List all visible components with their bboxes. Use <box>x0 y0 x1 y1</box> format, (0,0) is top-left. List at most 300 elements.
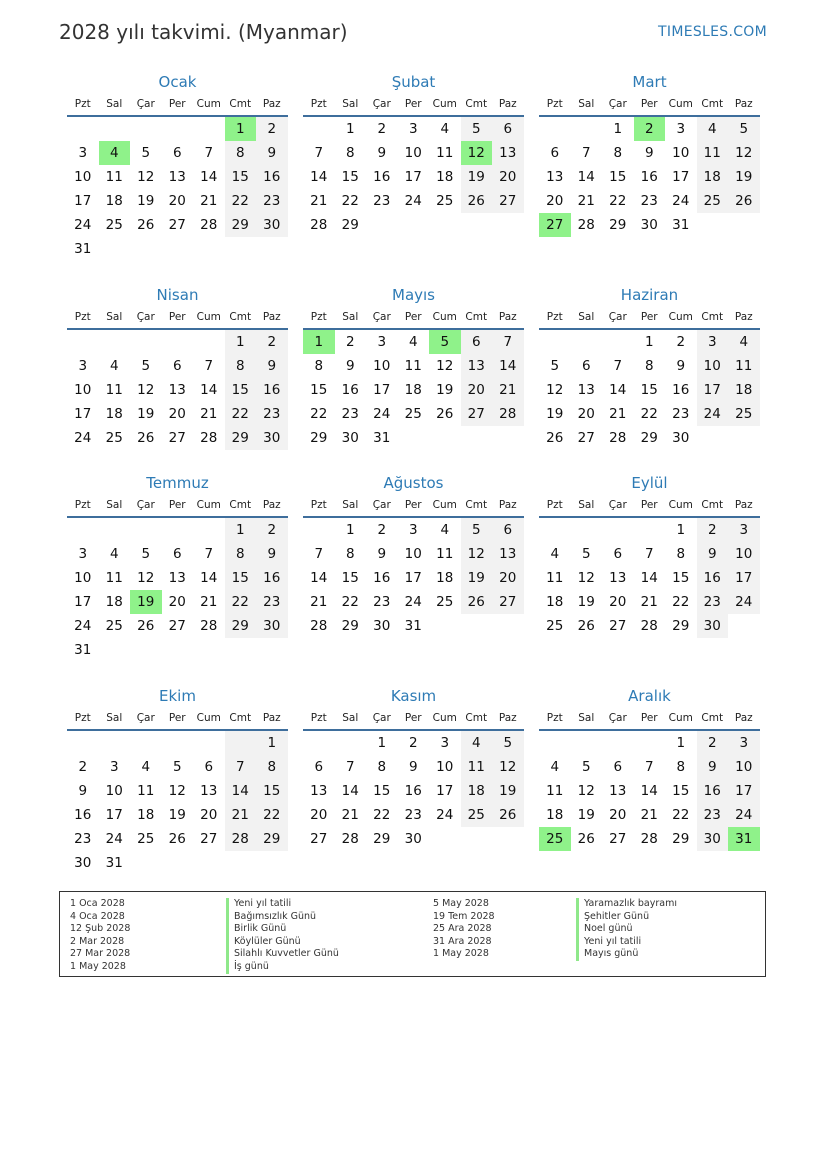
day-cell: 13 <box>492 141 524 165</box>
weekday-label: Per <box>404 311 422 323</box>
day-cell: 8 <box>644 358 654 374</box>
weekday-label: Paz <box>498 311 517 323</box>
weekday-header <box>303 93 524 117</box>
weekday-label: Çar <box>136 311 155 323</box>
day-cell: 4 <box>109 358 119 374</box>
day-cell: 18 <box>436 570 454 586</box>
day-cell: 23 <box>640 193 658 209</box>
day-cell: 1 <box>676 735 686 751</box>
weekday-label: Cum <box>196 712 221 724</box>
weekday-label: Sal <box>342 311 359 323</box>
day-cell: 14 <box>200 570 218 586</box>
day-cell: 3 <box>408 522 418 538</box>
weekday-label: Pzt <box>546 712 563 724</box>
weekday-label: Pzt <box>74 712 91 724</box>
day-cell: 18 <box>461 779 493 803</box>
day-cell: 3 <box>377 334 387 350</box>
day-cell: 28 <box>640 831 658 847</box>
holiday-legend <box>59 891 766 977</box>
day-cell: 18 <box>546 594 564 610</box>
month-name: Mayıs <box>392 286 435 304</box>
day-cell: 5 <box>581 759 591 775</box>
day-cell: 2 <box>408 735 418 751</box>
day-cell: 6 <box>204 759 214 775</box>
legend-date: 1 Oca 2028 <box>70 898 125 909</box>
day-cell: 30 <box>256 614 288 638</box>
day-cell: 5 <box>461 117 493 141</box>
day-cell: 27 <box>461 402 493 426</box>
day-cell: 6 <box>314 759 324 775</box>
day-cell: 17 <box>728 566 760 590</box>
day-cell: 19 <box>461 165 493 189</box>
month-name: Eylül <box>631 474 668 492</box>
day-cell: 8 <box>345 546 355 562</box>
day-cell: 16 <box>256 165 288 189</box>
weekday-label: Cum <box>668 499 693 511</box>
day-cell: 4 <box>141 759 151 775</box>
day-cell: 12 <box>137 570 155 586</box>
day-cell: 21 <box>225 803 257 827</box>
day-cell: 20 <box>492 566 524 590</box>
legend-holiday-name: Silahlı Kuvvetler Günü <box>226 948 339 961</box>
day-cell: 19 <box>168 807 186 823</box>
weekday-label: Sal <box>106 311 123 323</box>
weekday-label: Cmt <box>465 311 488 323</box>
day-cell: 24 <box>672 193 690 209</box>
day-cell: 27 <box>609 618 627 634</box>
weekday-label: Paz <box>498 712 517 724</box>
day-cell: 4 <box>550 546 560 562</box>
weekday-header <box>303 707 524 731</box>
empty-cell <box>99 117 131 141</box>
empty-cell <box>162 518 194 542</box>
weekday-header <box>539 93 760 117</box>
weekday-label: Paz <box>734 98 753 110</box>
day-cell: 5 <box>172 759 182 775</box>
day-cell: 7 <box>204 358 214 374</box>
day-grid <box>539 731 760 851</box>
day-cell: 15 <box>341 169 359 185</box>
day-cell: 9 <box>256 354 288 378</box>
weekday-label: Cmt <box>229 311 252 323</box>
empty-cell <box>602 731 634 755</box>
day-cell: 28 <box>310 217 328 233</box>
day-cell: 26 <box>577 831 595 847</box>
day-cell: 8 <box>613 145 623 161</box>
day-cell: 25 <box>436 193 454 209</box>
day-cell: 17 <box>74 594 92 610</box>
day-cell: 22 <box>373 807 391 823</box>
month-name: Kasım <box>390 687 437 705</box>
weekday-label: Pzt <box>546 98 563 110</box>
day-cell: 14 <box>310 169 328 185</box>
day-cell: 5 <box>461 518 493 542</box>
day-cell: 3 <box>440 735 450 751</box>
day-cell: 3 <box>78 546 88 562</box>
day-cell: 15 <box>225 165 257 189</box>
weekday-header <box>303 306 524 330</box>
day-cell: 30 <box>256 213 288 237</box>
day-cell: 25 <box>105 217 123 233</box>
day-cell: 20 <box>168 406 186 422</box>
weekday-label: Pzt <box>74 98 91 110</box>
weekday-header <box>539 306 760 330</box>
day-cell: 13 <box>168 169 186 185</box>
day-cell: 9 <box>676 358 686 374</box>
weekday-header <box>539 494 760 518</box>
weekday-label: Sal <box>342 712 359 724</box>
legend-holiday-name: Yeni yıl tatili <box>576 936 677 949</box>
weekday-label: Per <box>640 311 658 323</box>
day-cell: 31 <box>404 618 422 634</box>
weekday-label: Per <box>404 712 422 724</box>
day-cell: 24 <box>404 594 422 610</box>
day-cell: 11 <box>105 570 123 586</box>
day-cell: 19 <box>546 406 564 422</box>
day-cell: 19 <box>577 807 595 823</box>
day-cell: 7 <box>492 330 524 354</box>
month-name: Mart <box>632 73 667 91</box>
weekday-label: Cmt <box>229 98 252 110</box>
day-cell: 14 <box>200 382 218 398</box>
month-name: Şubat <box>391 73 436 91</box>
weekday-label: Çar <box>372 499 391 511</box>
weekday-label: Cum <box>432 311 457 323</box>
day-cell: 10 <box>728 542 760 566</box>
day-cell: 1 <box>225 117 257 141</box>
day-cell: 23 <box>256 402 288 426</box>
day-cell: 22 <box>225 590 257 614</box>
day-cell: 1 <box>613 121 623 137</box>
day-cell: 3 <box>408 121 418 137</box>
day-cell: 20 <box>609 807 627 823</box>
day-cell: 10 <box>436 759 454 775</box>
day-cell: 25 <box>461 803 493 827</box>
day-cell: 4 <box>440 522 450 538</box>
day-cell: 27 <box>492 590 524 614</box>
empty-cell <box>571 731 603 755</box>
weekday-label: Cum <box>196 311 221 323</box>
weekday-label: Sal <box>342 98 359 110</box>
page-title: 2028 yılı takvimi. (Myanmar) <box>59 20 348 44</box>
day-cell: 9 <box>345 358 355 374</box>
day-cell: 28 <box>200 430 218 446</box>
weekday-label: Paz <box>498 98 517 110</box>
day-cell: 30 <box>640 217 658 233</box>
day-cell: 29 <box>672 618 690 634</box>
legend-names-right <box>576 898 677 961</box>
weekday-label: Sal <box>578 311 595 323</box>
weekday-label: Cum <box>196 98 221 110</box>
weekday-label: Cum <box>668 712 693 724</box>
day-cell: 9 <box>697 542 729 566</box>
empty-cell <box>99 731 131 755</box>
day-cell: 22 <box>640 406 658 422</box>
day-cell: 30 <box>697 827 729 851</box>
day-cell: 29 <box>256 827 288 851</box>
weekday-label: Paz <box>262 311 281 323</box>
day-cell: 16 <box>697 566 729 590</box>
empty-cell <box>162 731 194 755</box>
weekday-label: Per <box>640 98 658 110</box>
day-cell: 8 <box>225 354 257 378</box>
day-cell: 11 <box>697 141 729 165</box>
day-cell: 22 <box>225 189 257 213</box>
day-cell: 12 <box>546 382 564 398</box>
day-cell: 2 <box>256 518 288 542</box>
day-cell: 24 <box>74 430 92 446</box>
day-cell: 15 <box>640 382 658 398</box>
month-name: Ocak <box>158 73 197 91</box>
day-cell: 10 <box>404 145 422 161</box>
day-cell: 25 <box>105 618 123 634</box>
day-cell: 10 <box>74 169 92 185</box>
day-cell: 25 <box>137 831 155 847</box>
day-cell: 11 <box>546 783 564 799</box>
legend-holiday-name: Yaramazlık bayramı <box>576 898 677 911</box>
day-cell: 28 <box>200 618 218 634</box>
day-cell: 30 <box>697 614 729 638</box>
day-cell: 11 <box>436 145 454 161</box>
day-cell: 27 <box>168 618 186 634</box>
day-cell: 3 <box>78 145 88 161</box>
day-cell: 9 <box>377 546 387 562</box>
day-cell: 2 <box>78 759 88 775</box>
day-cell: 22 <box>310 406 328 422</box>
empty-cell <box>303 518 335 542</box>
day-cell: 6 <box>461 330 493 354</box>
weekday-label: Cmt <box>701 499 724 511</box>
day-cell: 8 <box>225 141 257 165</box>
weekday-label: Çar <box>136 98 155 110</box>
day-cell: 24 <box>728 590 760 614</box>
weekday-label: Çar <box>136 712 155 724</box>
day-cell: 3 <box>676 121 686 137</box>
empty-cell <box>571 117 603 141</box>
empty-cell <box>67 330 99 354</box>
weekday-header <box>67 494 288 518</box>
weekday-label: Cum <box>668 98 693 110</box>
day-cell: 7 <box>225 755 257 779</box>
day-cell: 13 <box>492 542 524 566</box>
day-cell: 28 <box>492 402 524 426</box>
day-cell: 11 <box>728 354 760 378</box>
legend-holiday-name: Mayıs günü <box>576 948 677 961</box>
day-cell: 10 <box>728 755 760 779</box>
empty-cell <box>539 518 571 542</box>
empty-cell <box>67 117 99 141</box>
day-cell: 19 <box>728 165 760 189</box>
day-cell: 1 <box>377 735 387 751</box>
empty-cell <box>99 518 131 542</box>
day-cell: 12 <box>728 141 760 165</box>
empty-cell <box>130 731 162 755</box>
day-cell: 21 <box>200 594 218 610</box>
day-cell: 15 <box>310 382 328 398</box>
day-cell: 18 <box>697 165 729 189</box>
day-cell: 10 <box>404 546 422 562</box>
weekday-label: Çar <box>372 98 391 110</box>
day-cell: 13 <box>310 783 328 799</box>
month-block <box>539 284 760 450</box>
day-cell: 7 <box>204 546 214 562</box>
empty-cell <box>539 117 571 141</box>
day-cell: 6 <box>492 117 524 141</box>
weekday-label: Sal <box>106 712 123 724</box>
day-cell: 15 <box>672 570 690 586</box>
weekday-label: Çar <box>372 712 391 724</box>
weekday-label: Cmt <box>701 311 724 323</box>
day-cell: 7 <box>644 759 654 775</box>
day-grid <box>67 117 288 261</box>
month-name: Ekim <box>159 687 196 705</box>
day-cell: 10 <box>74 382 92 398</box>
weekday-label: Çar <box>608 499 627 511</box>
day-cell: 5 <box>429 330 461 354</box>
day-cell: 1 <box>225 330 257 354</box>
day-cell: 21 <box>310 594 328 610</box>
weekday-label: Per <box>168 311 186 323</box>
day-cell: 9 <box>377 145 387 161</box>
day-cell: 20 <box>310 807 328 823</box>
weekday-label: Pzt <box>74 499 91 511</box>
day-cell: 8 <box>676 759 686 775</box>
month-name: Ağustos <box>383 474 444 492</box>
day-cell: 27 <box>168 430 186 446</box>
legend-dates-right <box>433 898 495 961</box>
day-cell: 30 <box>256 426 288 450</box>
brand-link[interactable]: TIMESLES.COM <box>658 24 767 40</box>
weekday-label: Pzt <box>310 499 327 511</box>
weekday-header <box>67 306 288 330</box>
day-cell: 20 <box>168 193 186 209</box>
day-cell: 16 <box>341 382 359 398</box>
day-cell: 26 <box>728 189 760 213</box>
day-cell: 17 <box>728 779 760 803</box>
day-cell: 27 <box>168 217 186 233</box>
day-cell: 13 <box>577 382 595 398</box>
day-cell: 13 <box>609 783 627 799</box>
day-cell: 21 <box>492 378 524 402</box>
day-cell: 14 <box>609 382 627 398</box>
legend-date: 31 Ara 2028 <box>433 935 492 947</box>
day-cell: 15 <box>672 783 690 799</box>
day-cell: 20 <box>168 594 186 610</box>
day-cell: 1 <box>644 334 654 350</box>
day-cell: 19 <box>137 406 155 422</box>
month-name: Nisan <box>156 286 199 304</box>
day-cell: 10 <box>373 358 391 374</box>
day-cell: 12 <box>137 382 155 398</box>
day-cell: 3 <box>78 358 88 374</box>
day-cell: 23 <box>256 590 288 614</box>
day-cell: 22 <box>256 803 288 827</box>
empty-cell <box>162 117 194 141</box>
day-cell: 29 <box>672 831 690 847</box>
day-cell: 18 <box>404 382 422 398</box>
day-cell: 13 <box>461 354 493 378</box>
weekday-label: Sal <box>342 499 359 511</box>
day-cell: 16 <box>373 169 391 185</box>
day-cell: 16 <box>640 169 658 185</box>
day-cell: 19 <box>137 193 155 209</box>
day-cell: 21 <box>577 193 595 209</box>
weekday-label: Cmt <box>465 499 488 511</box>
weekday-label: Cum <box>196 499 221 511</box>
day-cell: 9 <box>644 145 654 161</box>
empty-cell <box>193 518 225 542</box>
weekday-label: Per <box>168 712 186 724</box>
day-cell: 1 <box>345 522 355 538</box>
day-cell: 6 <box>492 518 524 542</box>
day-cell: 19 <box>436 382 454 398</box>
legend-date: 1 May 2028 <box>70 960 126 972</box>
month-name: Haziran <box>620 286 679 304</box>
weekday-label: Cmt <box>465 98 488 110</box>
day-cell: 11 <box>404 358 422 374</box>
day-cell: 3 <box>109 759 119 775</box>
day-cell: 26 <box>137 618 155 634</box>
empty-cell <box>335 731 367 755</box>
weekday-label: Per <box>168 98 186 110</box>
weekday-label: Pzt <box>310 311 327 323</box>
day-cell: 8 <box>345 145 355 161</box>
day-cell: 15 <box>256 779 288 803</box>
day-cell: 5 <box>141 145 151 161</box>
day-cell: 25 <box>546 618 564 634</box>
day-cell: 15 <box>373 783 391 799</box>
day-cell: 29 <box>310 430 328 446</box>
day-cell: 11 <box>105 382 123 398</box>
day-cell: 24 <box>697 402 729 426</box>
day-cell: 6 <box>613 759 623 775</box>
day-cell: 14 <box>200 169 218 185</box>
weekday-label: Cmt <box>229 712 252 724</box>
day-cell: 31 <box>105 855 123 871</box>
day-cell: 12 <box>577 783 595 799</box>
empty-cell <box>193 731 225 755</box>
day-cell: 18 <box>105 193 123 209</box>
day-cell: 14 <box>640 570 658 586</box>
day-cell: 17 <box>105 807 123 823</box>
day-cell: 18 <box>137 807 155 823</box>
month-name: Temmuz <box>146 474 209 492</box>
day-cell: 9 <box>78 783 88 799</box>
day-cell: 27 <box>577 430 595 446</box>
day-cell: 14 <box>225 779 257 803</box>
day-cell: 22 <box>341 193 359 209</box>
day-cell: 29 <box>373 831 391 847</box>
weekday-label: Çar <box>372 311 391 323</box>
day-cell: 22 <box>672 594 690 610</box>
day-cell: 20 <box>546 193 564 209</box>
day-cell: 14 <box>640 783 658 799</box>
legend-date: 25 Ara 2028 <box>433 923 492 935</box>
day-cell: 27 <box>609 831 627 847</box>
day-cell: 14 <box>492 354 524 378</box>
weekday-label: Sal <box>578 98 595 110</box>
weekday-label: Cum <box>432 499 457 511</box>
day-cell: 23 <box>256 189 288 213</box>
day-cell: 24 <box>74 618 92 634</box>
weekday-label: Per <box>640 499 658 511</box>
day-cell: 26 <box>137 430 155 446</box>
day-cell: 7 <box>581 145 591 161</box>
month-block <box>303 472 524 638</box>
month-block <box>67 284 288 450</box>
day-cell: 4 <box>440 121 450 137</box>
month-block <box>303 284 524 450</box>
